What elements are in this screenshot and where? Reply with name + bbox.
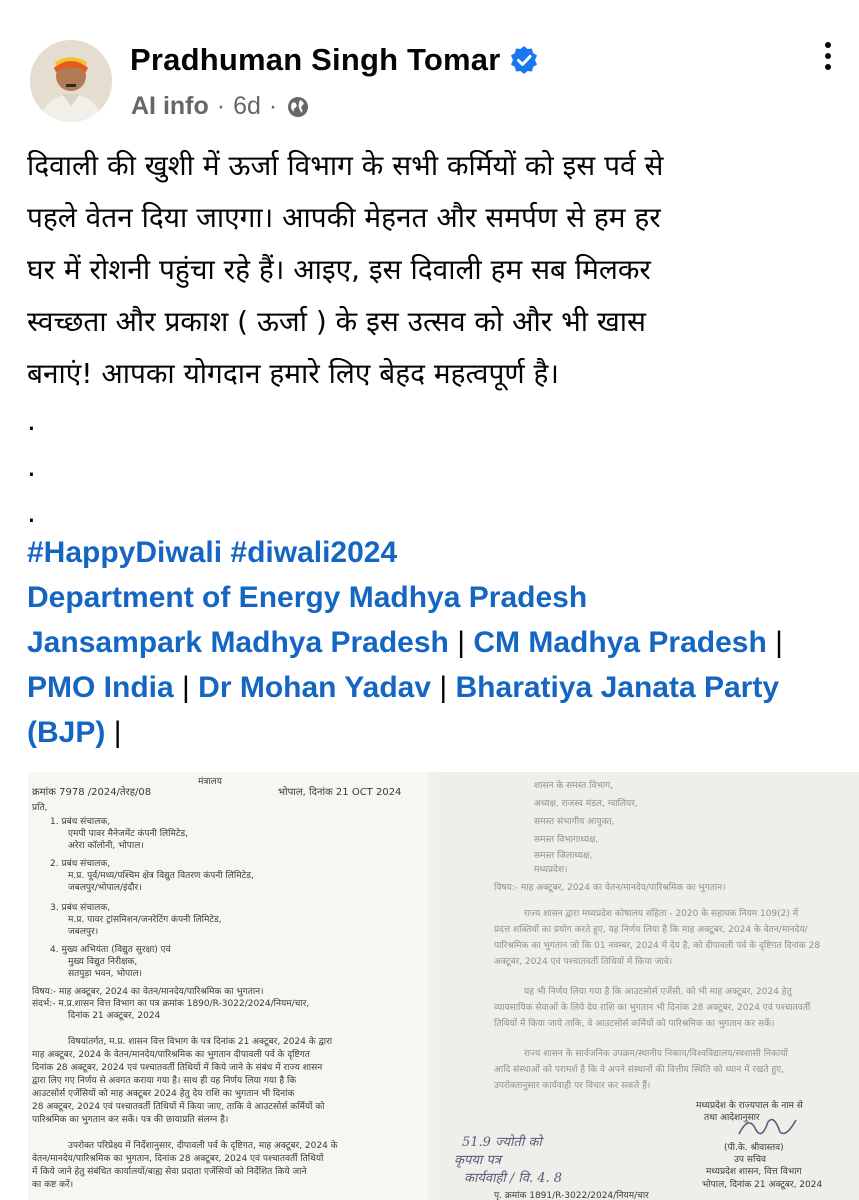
doc-para: राज्य शासन के सार्वजनिक उपक्रम/स्थानीय निकाय/विश्वविद्यालय/स्वशासी निकायों xyxy=(524,1049,788,1059)
handwritten-note: कृपया पत्र xyxy=(454,1153,501,1168)
tag-bjp[interactable]: Bharatiya Janata Party (BJP) xyxy=(27,671,780,749)
doc-signature: (पी.के. श्रीवास्तव) xyxy=(724,1143,784,1153)
doc-para: अक्टूबर, 2024 एवं पश्चातवर्ती तिथियों में किया जावे। xyxy=(494,957,673,967)
doc-line: म.प्र. पावर ट्रांसमिशन/जनरेटिंग कंपनी लिमिटेड, xyxy=(68,915,222,925)
doc-para: आदि संस्थाओं को परामर्श है कि वे अपने संस्थानों की वित्तीय स्थिति को ध्यान में रखते हुए, xyxy=(494,1065,785,1075)
globe-icon xyxy=(287,96,309,118)
post-meta xyxy=(131,92,309,121)
doc-para: तिथियों में किया जाये ताकि, वे आउटसोर्स कर्मियों को पारिश्रमिक का भुगतान कर सकें। xyxy=(494,1019,775,1029)
hashtags[interactable]: #HappyDiwali #diwali2024 xyxy=(27,536,398,569)
doc-line: समस्त विभागाध्यक्ष, xyxy=(534,835,599,845)
doc-line: 1. प्रबंध संचालक, xyxy=(50,817,111,827)
doc-date: भोपाल, दिनांक 21 OCT 2024 xyxy=(278,787,402,798)
doc-para: विषयांतर्गत, म.प्र. शासन वित्त विभाग के पत्र दिनांक 21 अक्टूबर, 2024 के द्वारा xyxy=(68,1037,333,1047)
doc-line: 4. मुख्य अभियंता (विद्युत सुरक्षा) एवं xyxy=(50,945,171,955)
doc-signature: उप सचिव xyxy=(734,1155,767,1165)
doc-line: मुख्य विद्युत निरीक्षक, xyxy=(68,957,138,967)
doc-para: 28 अक्टूबर, 2024 एवं पश्चातवर्ती तिथियों में किया जाए, ताकि वे आउटसोर्स कर्मियों को xyxy=(32,1102,325,1112)
avatar-image xyxy=(30,40,112,122)
tag-separator: | xyxy=(113,716,122,749)
doc-line: 2. प्रबंध संचालक, xyxy=(50,859,111,869)
dot-line: . xyxy=(27,496,36,529)
dot-line: . xyxy=(27,404,36,437)
author-name[interactable]: Pradhuman Singh Tomar xyxy=(130,42,501,77)
doc-para: यह भी निर्णय लिया गया है कि आउटसोर्स एजेंसी, को भी माह अक्टूबर, 2024 हेतु xyxy=(524,987,792,997)
tag-line xyxy=(27,620,847,755)
doc-line: एमपी पावर मैनेजमेंट कंपनी लिमिटेड, xyxy=(68,829,189,839)
doc-para: उपरोक्तानुसार कार्यवाही पर विचार कर सकते हैं। xyxy=(494,1081,651,1091)
author-name-row xyxy=(130,42,539,78)
document-right xyxy=(434,772,859,1200)
doc-para: राज्य शासन द्वारा मध्यप्रदेश कोषालय संहिता - 2020 के सहायक नियम 109(2) में xyxy=(524,909,799,919)
doc-line: जबलपुर। xyxy=(68,927,99,937)
tag-separator: | xyxy=(439,671,448,704)
doc-para: में किये जाने हेतु संबंधित कार्यालयों/बाह्य सेवा प्रदाता एजेंसियों को निर्देशित किये जाने xyxy=(32,1167,307,1177)
doc-signature: तथा आदेशानुसार xyxy=(704,1113,760,1123)
doc-para: व्यावसायिक सेवाओं के लिये देय राशि का भुगतान भी दिनांक 28 अक्टूबर, 2024 एवं पश्चातवर्ती xyxy=(494,1003,811,1013)
doc-office: मंत्रालय xyxy=(198,777,223,787)
handwritten-note: कार्यवाही / वि. 4. 8 xyxy=(464,1171,563,1186)
meta-separator: · xyxy=(268,92,278,120)
doc-line: 3. प्रबंध संचालक, xyxy=(50,903,111,913)
doc-para: आउटसोर्स एजेंसियों को माह अक्टूबर 2024 हेतु देय राशि का भुगतान भी दिनांक xyxy=(32,1089,295,1099)
doc-signature: मध्यप्रदेश के राज्यपाल के नाम से xyxy=(696,1101,803,1111)
doc-reference: संदर्भ:- म.प्र.शासन वित्त विभाग का पत्र क्रमांक 1890/R-3022/2024/नियम/चार, xyxy=(32,999,310,1009)
post-dots xyxy=(27,398,36,536)
post-text: दिवाली की खुशी में ऊर्जा विभाग के सभी कर्मियों को इस पर्व से पहले वेतन दिया जाएगा। आपकी मेहनत और समर्पण से हम हर घर में रोशनी पहुंचा रहे हैं। आइए, इस दिवाली हम सब मिलकर स्वच्छता और प्रकाश ( ऊर्जा ) के इस उत्सव को और भी खास बनाएं! आपका योगदान हमारे लिए बेहद महत्वपूर्ण है। xyxy=(27,149,664,390)
doc-para: दिनांक 28 अक्टूबर, 2024 एवं पश्चातवर्ती तिथियों में किये जाने के संबंध में राज्य शासन xyxy=(32,1063,323,1073)
doc-footer: पृ. क्रमांक 1891/R-3022/2024/नियम/चार xyxy=(494,1191,649,1200)
more-options-icon[interactable] xyxy=(818,42,838,72)
doc-para: का कष्ट करें। xyxy=(32,1180,74,1190)
verified-badge-icon xyxy=(509,45,539,75)
tag-pmo-india[interactable]: PMO India xyxy=(27,671,174,704)
signature-scribble xyxy=(734,1112,804,1142)
meta-separator: · xyxy=(216,92,226,120)
doc-subject: विषय:- माह अक्टूबर, 2024 का वेतन/मानदेय/पारिश्रमिक का भुगतान। xyxy=(32,987,264,997)
doc-line: म.प्र. पूर्व/मध्य/पश्चिम क्षेत्र विद्युत वितरण कंपनी लिमिटेड, xyxy=(68,871,254,881)
doc-prati: प्रति, xyxy=(32,803,48,813)
doc-para: पारिश्रमिक का भुगतान जो कि 01 नवम्बर, 2024 में देय है, को दीपावली पर्व के दृष्टिगत दिनांक 28 xyxy=(494,941,821,951)
document-left xyxy=(28,772,428,1200)
doc-signature: मध्यप्रदेश शासन, वित्त विभाग xyxy=(706,1167,802,1177)
doc-kramank: क्रमांक 7978 /2024/तेरह/08 xyxy=(32,787,152,798)
doc-line: शासन के समस्त विभाग, xyxy=(534,781,614,791)
doc-line: अरेरा कॉलोनी, भोपाल। xyxy=(68,841,144,851)
ai-info-link[interactable]: AI info xyxy=(131,92,209,120)
doc-para: वेतन/मानदेय/पारिश्रमिक का भुगतान, दिनांक 28 अक्टूबर, 2024 एवं पश्चातवर्ती तिथियों xyxy=(32,1154,324,1164)
avatar[interactable] xyxy=(30,40,112,122)
tag-department-energy[interactable]: Department of Energy Madhya Pradesh xyxy=(27,581,588,614)
doc-line: समस्त जिलाध्यक्ष, xyxy=(534,851,593,861)
tag-jansampark[interactable]: Jansampark Madhya Pradesh xyxy=(27,626,449,659)
doc-line: अध्यक्ष, राजस्व मंडल, ग्वालियर, xyxy=(534,799,638,809)
doc-para: उपरोक्त परिप्रेक्ष्य में निर्देशानुसार, दीपावली पर्व के दृष्टिगत, माह अक्टूबर, 2024 के xyxy=(68,1141,338,1151)
doc-line: सतपुड़ा भवन, भोपाल। xyxy=(68,969,142,979)
post-tags xyxy=(27,530,847,755)
tag-separator: | xyxy=(457,626,466,659)
doc-para: माह अक्टूबर, 2024 के वेतन/मानदेय/पारिश्रमिक का भुगतान दीपावली पर्व के दृष्टिगत xyxy=(32,1050,310,1060)
doc-line: मध्यप्रदेश। xyxy=(534,865,568,875)
handwritten-note: 51.9 ज्योती को xyxy=(462,1135,542,1150)
doc-subject: विषय:- माह अक्टूबर, 2024 का वेतन/मानदेय/पारिश्रमिक का भुगतान। xyxy=(494,883,726,893)
post-photo[interactable] xyxy=(28,772,859,1200)
dot-line: . xyxy=(27,450,36,483)
doc-para: द्वारा लिए गए निर्णय से अवगत कराया गया है। साथ ही यह निर्णय लिया गया है कि xyxy=(32,1076,297,1086)
doc-para: प्रदत्त शक्तियों का प्रयोग करते हुए, यह निर्णय लिया है कि माह अक्टूबर, 2024 के वेतन/मानदेय/ xyxy=(494,925,808,935)
doc-line: समस्त संभागीय आयुक्त, xyxy=(534,817,615,827)
doc-line: जबलपुर/भोपाल/इंदौर। xyxy=(68,883,142,893)
tag-cm-madhya-pradesh[interactable]: CM Madhya Pradesh xyxy=(473,626,767,659)
tag-separator: | xyxy=(182,671,190,704)
doc-para: पारिश्रमिक का भुगतान कर सकें। पत्र की छायाप्रति संलग्न है। xyxy=(32,1115,229,1125)
post-time[interactable]: 6d xyxy=(233,92,261,120)
tag-mohan-yadav[interactable]: Dr Mohan Yadav xyxy=(198,671,432,704)
post-header xyxy=(0,0,859,140)
doc-reference-date: दिनांक 21 अक्टूबर, 2024 xyxy=(68,1011,161,1021)
doc-signature: भोपाल, दिनांक 21 अक्टूबर, 2024 xyxy=(702,1180,823,1190)
tag-separator: | xyxy=(775,626,783,659)
